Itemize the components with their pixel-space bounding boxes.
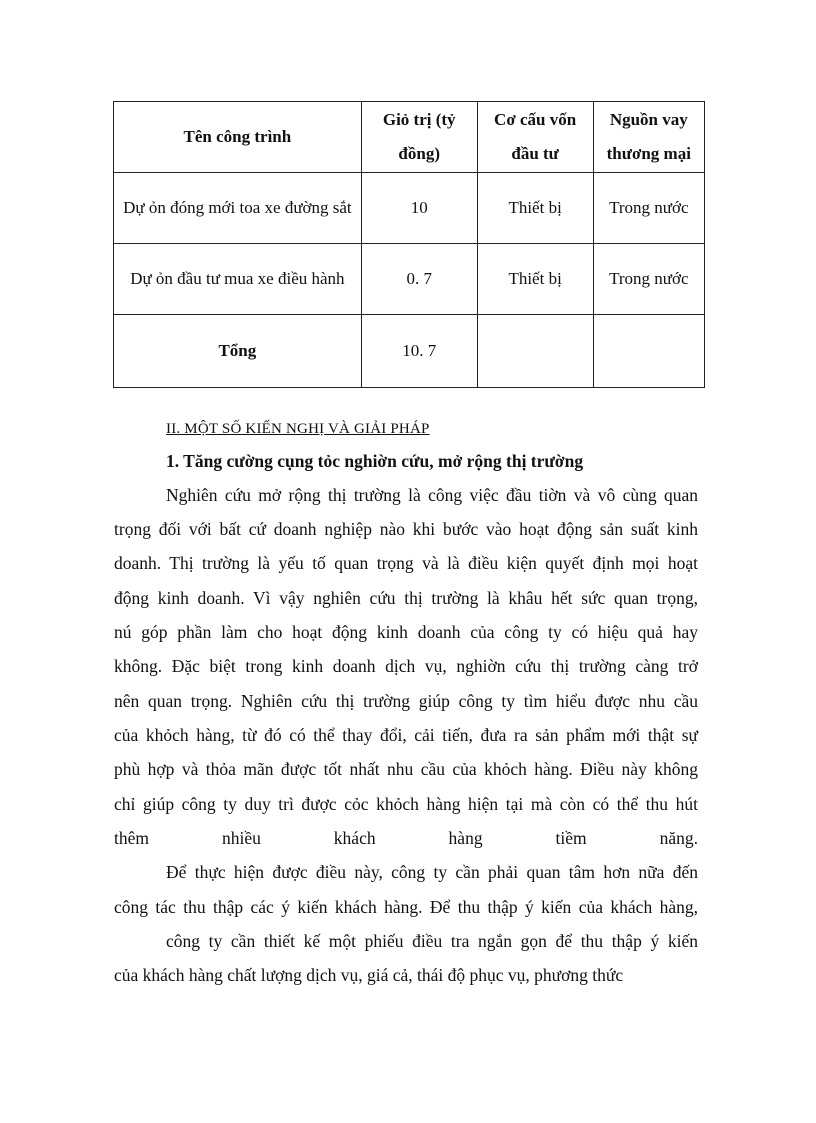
paragraph-line: Nghiên cứu mở rộng thị trường là công việc đầu tiờn và vô cùng quan	[166, 485, 698, 505]
cell-capital-structure: Thiết bị	[477, 173, 593, 244]
subheading: 1. Tăng cường cụng tỏc nghiờn cứu, mở rộng thị trường	[166, 451, 584, 471]
table-total-row	[114, 315, 705, 388]
cell-project-name: Dự ỏn đầu tư mua xe điều hành	[114, 244, 362, 315]
paragraph-line: nú góp phần làm cho hoạt động kinh doanh của công ty có hiệu quả hay	[114, 622, 698, 642]
paragraph-line: của khách hàng chất lượng dịch vụ, giá cả, thái độ phục vụ, phương thức	[114, 965, 624, 985]
cell-loan-source: Trong nước	[593, 244, 704, 315]
paragraph-line: thêm nhiều khách hàng tiềm năng.	[114, 828, 698, 848]
paragraph-line: doanh. Thị trường là yếu tố quan trọng và là điều kiện quyết định mọi hoạt	[114, 553, 698, 573]
cell-value: 10	[361, 173, 477, 244]
table-row	[114, 244, 705, 315]
cell-value: 0. 7	[361, 244, 477, 315]
header-capital-structure: Cơ cấu vốn đầu tư	[477, 102, 593, 173]
cell-capital-structure: Thiết bị	[477, 244, 593, 315]
paragraph-line: công ty cần thiết kế một phiếu điều tra ngắn gọn để thu thập ý kiến	[166, 931, 698, 951]
section-heading: II. MỘT SỐ KIẾN NGHỊ VÀ GIẢI PHÁP	[166, 421, 430, 437]
table-header-row	[114, 102, 705, 173]
cell-total-label: Tổng	[114, 315, 362, 388]
paragraph-line: không. Đặc biệt trong kinh doanh dịch vụ, nghiờn cứu thị trường càng trở	[114, 656, 698, 676]
paragraph-line: chỉ giúp công ty duy trì được cỏc khỏch hàng hiện tại mà còn có thể thu hút	[114, 794, 698, 814]
header-value: Giỏ trị (tỷ đồng)	[361, 102, 477, 173]
cell-loan-source: Trong nước	[593, 173, 704, 244]
header-project-name: Tên công trình	[114, 102, 362, 173]
header-loan-source: Nguồn vay thương mại	[593, 102, 704, 173]
table-row	[114, 173, 705, 244]
paragraph-line: phù hợp và thỏa mãn được tốt nhất nhu cầu của khỏch hàng. Điều này không	[114, 759, 698, 779]
cell-project-name: Dự ỏn đóng mới toa xe đường sắt	[114, 173, 362, 244]
cell-total-source	[593, 315, 704, 388]
paragraph-line: nên quan trọng. Nghiên cứu thị trường giúp công ty tìm hiểu được nhu cầu	[114, 691, 698, 711]
cell-total-value: 10. 7	[361, 315, 477, 388]
paragraph-line: của khỏch hàng, từ đó có thể thay đổi, cải tiến, đưa ra sản phẩm mới thật sự	[114, 725, 698, 745]
paragraph-line: động kinh doanh. Vì vậy nghiên cứu thị trường là khâu hết sức quan trọng,	[114, 588, 698, 608]
paragraph-line: trọng đối với bất cứ doanh nghiệp nào khi bước vào hoạt động sản suất kinh	[114, 519, 698, 539]
paragraph-line: công tác thu thập các ý kiến khách hàng. Để thu thập ý kiến của khách hàng,	[114, 897, 698, 917]
paragraph-line: Để thực hiện được điều này, công ty cần phải quan tâm hơn nữa đến	[166, 862, 698, 882]
investment-table	[113, 101, 705, 388]
cell-total-structure	[477, 315, 593, 388]
